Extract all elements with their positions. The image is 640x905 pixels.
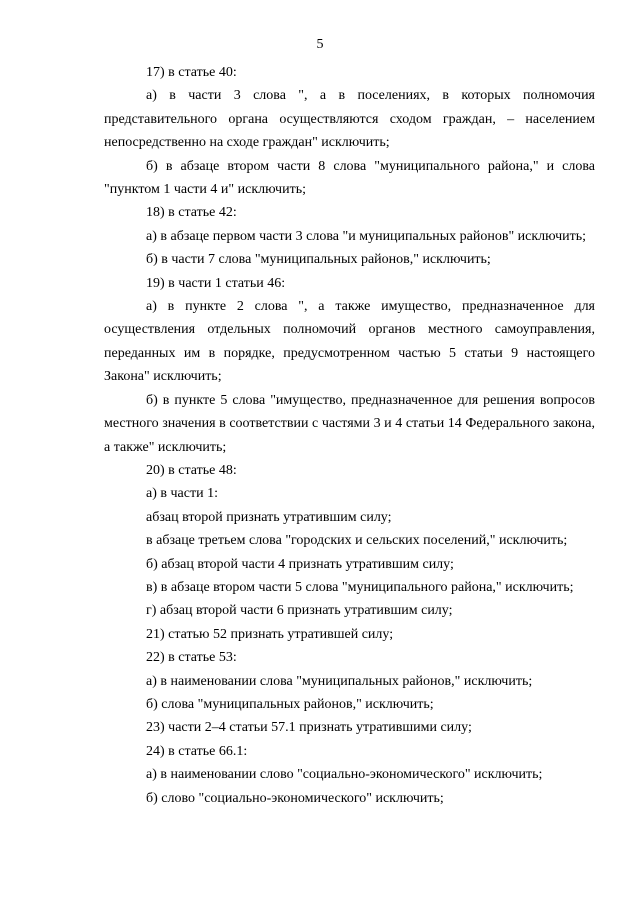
paragraph-20a: а) в части 1: xyxy=(146,486,218,502)
paragraph-24a: а) в наименовании слово "социально-экономического" исключить; xyxy=(146,767,543,783)
paragraph-19a: а) в пункте 2 слова ", а также имущество, предназначенное для осуществления отдельных полномочий органов местного самоуправления, переданных им в порядке, предусмотренном частью 5 статьи 9 настоящего Закона" исключить; xyxy=(104,299,595,385)
paragraph-20a-1: абзац второй признать утратившим силу; xyxy=(146,509,392,525)
paragraph-23: 23) части 2–4 статьи 57.1 признать утратившими силу; xyxy=(146,720,472,736)
page-number: 5 xyxy=(316,37,324,52)
paragraph-17: 17) в статье 40: xyxy=(146,65,237,80)
paragraph-22: 22) в статье 53: xyxy=(146,650,237,666)
paragraph-18: 18) в статье 42: xyxy=(146,205,237,221)
paragraph-20: 20) в статье 48: xyxy=(146,462,237,478)
paragraph-21: 21) статью 52 признать утратившей силу; xyxy=(146,626,394,642)
paragraph-19: 19) в части 1 статьи 46: xyxy=(146,275,286,291)
paragraph-20b: б) абзац второй части 4 признать утратившим силу; xyxy=(146,556,454,572)
paragraph-18a: а) в абзаце первом части 3 слова "и муниципальных районов" исключить; xyxy=(146,228,587,244)
paragraph-18b: б) в части 7 слова "муниципальных районов," исключить; xyxy=(146,252,491,268)
paragraph-17b: б) в абзаце втором части 8 слова "муниципального района," и слова "пунктом 1 части 4 и" исключить; xyxy=(104,158,595,198)
paragraph-17a: а) в части 3 слова ", а в поселениях, в которых полномочия представительного органа осуществляются сходом граждан, – населением непосредственно на сходе граждан" исключить; xyxy=(104,88,595,151)
paragraph-20d: г) абзац второй части 6 признать утратившим силу; xyxy=(146,603,453,619)
paragraph-24: 24) в статье 66.1: xyxy=(146,743,248,759)
paragraph-22b: б) слова "муниципальных районов," исключить; xyxy=(146,696,434,712)
paragraph-22a: а) в наименовании слова "муниципальных районов," исключить; xyxy=(146,673,533,689)
paragraph-24b: б) слово "социально-экономического" исключить; xyxy=(146,790,444,806)
paragraph-20a-2: в абзаце третьем слова "городских и сельских поселений," исключить; xyxy=(146,533,568,549)
paragraph-19b: б) в пункте 5 слова "имущество, предназначенное для решения вопросов местного значения в соответствии с частями 3 и 4 статьи 14 Федерального закона, а также" исключить; xyxy=(104,392,595,455)
document-body xyxy=(104,61,595,810)
paragraph-20c: в) в абзаце втором части 5 слова "муниципального района," исключить; xyxy=(146,579,574,595)
